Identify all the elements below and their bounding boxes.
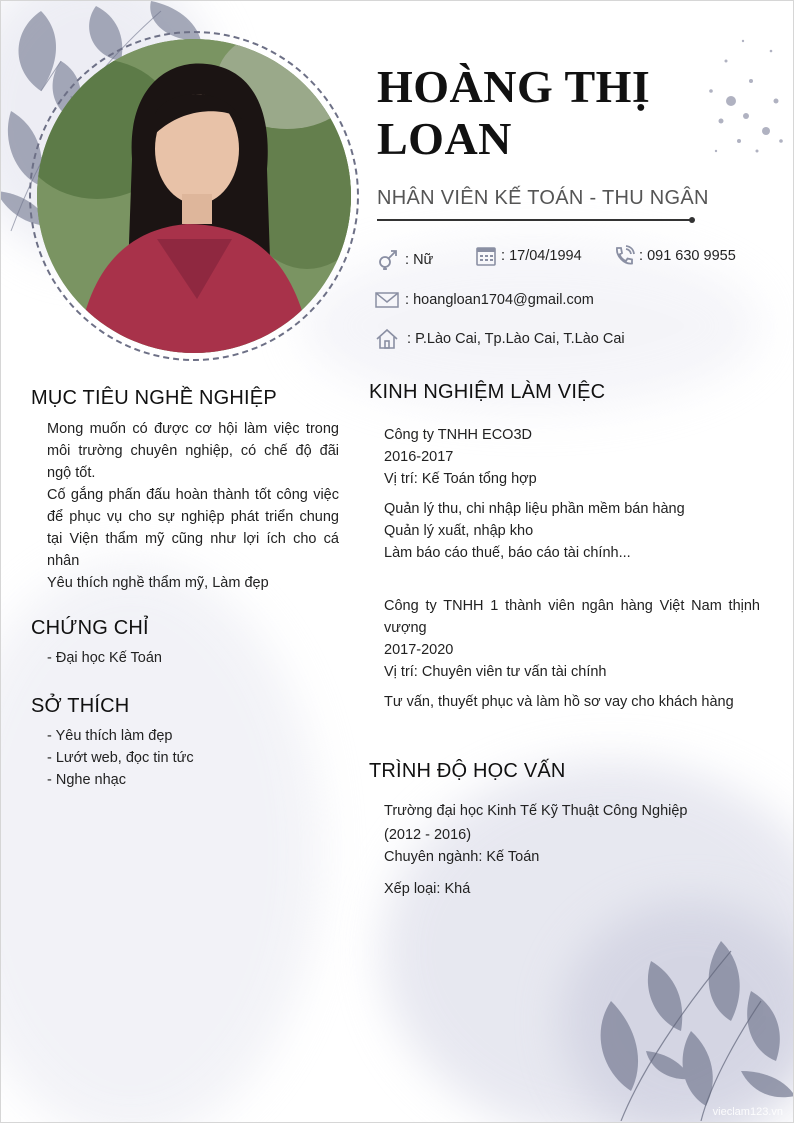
job-duty: Làm báo cáo thuế, báo cáo tài chính... xyxy=(384,545,631,561)
hobbies-heading: SỞ THÍCH xyxy=(31,695,130,717)
email-value: hoangloan1704@gmail.com xyxy=(413,292,594,308)
hobby-item: - Yêu thích làm đẹp xyxy=(47,728,173,744)
title-underline xyxy=(377,219,693,221)
phone-info: : 091 630 9955 xyxy=(613,245,736,267)
objective-text xyxy=(47,418,339,594)
education-heading: TRÌNH ĐỘ HỌC VẤN xyxy=(369,760,566,782)
job-duty: Quản lý thu, chi nhập liệu phần mềm bán hàng xyxy=(384,501,685,517)
education-school: Trường đại học Kinh Tế Kỹ Thuật Công Nghiệp xyxy=(384,803,688,819)
site-watermark: vieclam123.vn xyxy=(712,1106,783,1118)
phone-value: 091 630 9955 xyxy=(647,248,736,264)
objective-paragraph: Yêu thích nghề thẩm mỹ, Làm đẹp xyxy=(47,575,269,591)
email-info: : hoangloan1704@gmail.com xyxy=(375,291,594,309)
objective-paragraph: Mong muốn có được cơ hội làm việc trong môi trường chuyên nghiệp, có chế độ đãi ngộ tốt. xyxy=(47,421,339,481)
job-position: Vị trí: Chuyên viên tư vấn tài chính xyxy=(384,664,607,680)
candidate-name: HOÀNG THỊ LOAN xyxy=(377,61,651,164)
home-icon xyxy=(375,327,399,351)
job-company: Công ty TNHH ECO3D xyxy=(384,427,532,443)
birthday-info: : 17/04/1994 xyxy=(475,245,582,267)
email-icon xyxy=(375,291,399,309)
profile-photo xyxy=(37,39,351,353)
job-position: Vị trí: Kế Toán tổng hợp xyxy=(384,471,537,487)
address-info: : P.Lào Cai, Tp.Lào Cai, T.Lào Cai xyxy=(375,327,625,351)
hobbies-list xyxy=(47,725,194,791)
objective-heading: MỤC TIÊU NGHỀ NGHIỆP xyxy=(31,387,277,409)
phone-icon xyxy=(613,245,635,267)
birthday-value: 17/04/1994 xyxy=(509,248,582,264)
gender-value: Nữ xyxy=(413,252,434,268)
address-value: P.Lào Cai, Tp.Lào Cai, T.Lào Cai xyxy=(415,331,625,347)
job-duty: Tư vấn, thuyết phục và làm hồ sơ vay cho khách hàng xyxy=(384,694,734,710)
hobby-item: - Lướt web, đọc tin tức xyxy=(47,750,194,766)
education-period: (2012 - 2016) xyxy=(384,827,472,843)
gender-icon xyxy=(377,249,399,271)
job-period: 2016-2017 xyxy=(384,449,454,465)
job-company: Công ty TNHH 1 thành viên ngân hàng Việt Nam thịnh vượng xyxy=(384,598,760,636)
certificate-item: - Đại học Kế Toán xyxy=(47,650,162,666)
job-duty: Quản lý xuất, nhập kho xyxy=(384,523,534,539)
certificates-list xyxy=(47,647,162,669)
job-entry xyxy=(384,595,760,713)
education-major: Chuyên ngành: Kế Toán xyxy=(384,849,540,865)
calendar-icon xyxy=(475,245,497,267)
leaf-decoration xyxy=(591,931,794,1121)
education-entry xyxy=(384,800,760,900)
job-period: 2017-2020 xyxy=(384,642,454,658)
experience-heading: KINH NGHIỆM LÀM VIỆC xyxy=(369,381,606,403)
job-title: NHÂN VIÊN KẾ TOÁN - THU NGÂN xyxy=(377,187,709,209)
certificates-heading: CHỨNG CHỈ xyxy=(31,617,149,639)
gender-info: : Nữ xyxy=(377,249,433,271)
watercolor-wash xyxy=(0,561,321,1123)
hobby-item: - Nghe nhạc xyxy=(47,772,126,788)
job-entry xyxy=(384,424,760,564)
education-grade: Xếp loại: Khá xyxy=(384,881,471,897)
objective-paragraph: Cố gắng phấn đấu hoàn thành tốt công việc để phục vụ cho sự nghiệp phát triển chung tại Viện thẩm mỹ cũng như lợi ích cho cá nhân xyxy=(47,487,339,569)
